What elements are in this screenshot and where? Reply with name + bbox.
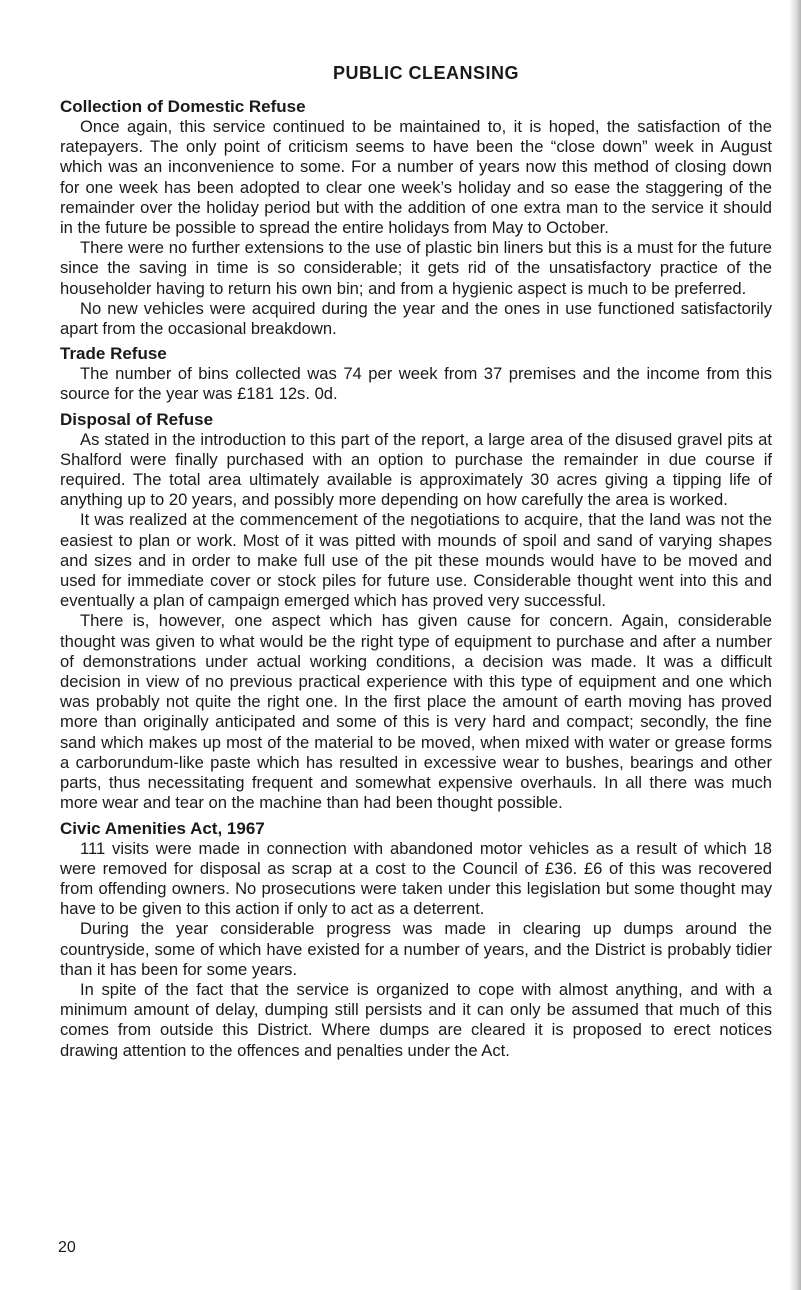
page-edge-shadow [789,0,801,1290]
page-content [60,62,772,1065]
page-title: PUBLIC CLEANSING [332,63,519,83]
section-heading: Trade Refuse [60,344,167,364]
paragraph: It was realized at the commencement of the negotiations to acquire, that the land was not the easiest to plan or work. Most of it was pitted with mounds of spoil and sand of varying shapes and sizes and in order to make full use of the pit these mounds would have to be moved and used for immediate cover or stock piles for future use. Considerable thought went into this and eventually a plan of campaign emerged which has proved very successful. [60,510,772,611]
section-civic-amenities-act [60,818,772,1061]
paragraph: There is, however, one aspect which has given cause for concern. Again, considerable thought was given to what would be the right type of equipment to purchase and after a number of demonstrations under actual working conditions, a decision was made. It was a difficult decision in view of no previous practical experience with this type of equipment and one which was probably not quite the right one. In the first place the amount of earth moving has proved more than originally anticipated and some of this is very hard and compact; secondly, the fine sand which makes up most of the material to be moved, when mixed with water or grease forms a carborundum-like paste which has resulted in excessive wear to bushes, bearings and other parts, thus necessitating frequent and somewhat expensive overhauls. In all there was much more wear and tear on the machine than had been thought possible. [60,611,772,813]
paragraph: During the year considerable progress was made in clearing up dumps around the countryside, some of which have existed for a number of years, and the District is probably tidier than it has been for some years. [60,919,772,979]
section-collection-domestic-refuse [60,96,772,339]
paragraph: No new vehicles were acquired during the year and the ones in use functioned satisfactorily apart from the occasional breakdown. [60,298,772,339]
paragraph: There were no further extensions to the use of plastic bin liners but this is a must for the future since the saving in time is so considerable; it gets rid of the unsatisfactory practice of the householder having to return his own bin; and from a hygienic aspect is much to be preferred. [60,238,772,298]
paragraph: As stated in the introduction to this part of the report, a large area of the disused gravel pits at Shalford were finally purchased with an option to purchase the remainder in due course if required. The total area ultimately available is approximately 30 acres giving a tipping life of anything up to 20 years, and possibly more depending on how carefully the area is worked. [60,429,772,510]
section-heading: Disposal of Refuse [60,409,214,429]
paragraph: In spite of the fact that the service is organized to cope with almost anything, and with a minimum amount of delay, dumping still persists and it can only be assumed that much of this comes from outside this District. Where dumps are cleared it is proposed to erect notices drawing attention to the offences and penalties under the Act. [60,979,772,1060]
paragraph: The number of bins collected was 74 per week from 37 premises and the income from this source for the year was £181 12s. 0d. [60,364,772,404]
section-trade-refuse [60,343,772,404]
paragraph: Once again, this service continued to be maintained to, it is hoped, the satisfaction of the ratepayers. The only point of criticism seems to have been the “close down” week in August which was an inconvenience to some. For a number of years now this method of closing down for one week has been adopted to clear one week’s holiday and so ease the staggering of the remainder over the holiday period but with the addition of one extra man to the service it should in the future be possible to spread the entire holidays from May to October. [60,117,772,238]
paragraph: 111 visits were made in connection with abandoned motor vehicles as a result of which 18 were removed for disposal as scrap at a cost to the Council of £36. £6 of this was recovered from offending owners. No prosecutions were taken under this legislation but some thought may have to be given to this action if only to act as a deterrent. [60,838,772,919]
page-number: 20 [58,1239,76,1256]
section-heading: Collection of Domestic Refuse [60,97,306,116]
section-disposal-of-refuse [60,409,772,814]
section-heading: Civic Amenities Act, 1967 [60,818,265,838]
